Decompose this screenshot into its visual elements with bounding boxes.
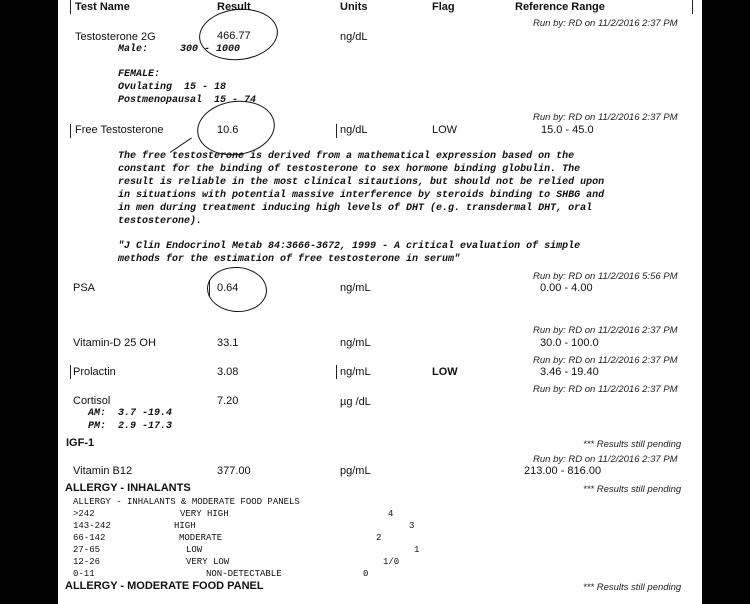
allergy-level: VERY HIGH (180, 509, 229, 519)
test-result: 0.64 (217, 282, 239, 294)
test-result: 33.1 (217, 337, 239, 349)
male-range-label: Male: (118, 44, 149, 55)
note-line: The free testosterone is derived from a mathematical expression based on the (118, 151, 575, 162)
pending-note: *** Results still pending (583, 439, 682, 450)
allergy-level: HIGH (174, 521, 196, 531)
allergy-level: LOW (186, 545, 203, 555)
test-units: µg /dL (340, 396, 371, 408)
allergy-range: 27-65 (73, 545, 101, 555)
allergy-class: 4 (388, 509, 394, 519)
allergy-class: 1 (414, 545, 420, 555)
table-border (336, 124, 337, 138)
allergy-range: 66-142 (73, 533, 106, 543)
lab-report-page (58, 0, 702, 604)
citation-line: "J Clin Endocrinol Metab 84:3666-3672, 1999 - A critical evaluation of simple (118, 241, 581, 252)
ovulating-range: Ovulating 15 - 18 (118, 82, 227, 93)
note-line: result is reliable in the most clinical sitautions, but should not be relied upon (118, 177, 605, 188)
test-name: Free Testosterone (75, 124, 164, 136)
run-by-stamp: Run by: RD on 11/2/2016 2:37 PM (533, 355, 678, 366)
pending-note: *** Results still pending (583, 484, 682, 495)
handwritten-circle (206, 265, 269, 314)
test-reference-range: 3.46 - 19.40 (540, 366, 599, 378)
test-reference-range: 30.0 - 100.0 (540, 337, 599, 349)
run-by-stamp: Run by: RD on 11/2/2016 2:37 PM (533, 384, 678, 395)
test-reference-range: 15.0 - 45.0 (541, 124, 594, 136)
section-title: ALLERGY - MODERATE FOOD PANEL (65, 580, 264, 592)
pm-range: PM: 2.9 -17.3 (88, 421, 173, 432)
allergy-range: 143-242 (73, 521, 111, 531)
allergy-level: NON-DETECTABLE (206, 569, 282, 579)
test-result: 466.77 (217, 30, 251, 42)
panel-subtitle: ALLERGY - INHALANTS & MODERATE FOOD PANELS (73, 497, 300, 507)
section-title: ALLERGY - INHALANTS (65, 482, 191, 494)
citation-line: methods for the estimation of free testosterone in serum" (118, 254, 461, 265)
female-range-label: FEMALE: (118, 69, 161, 80)
test-name: Testosterone 2G (75, 31, 156, 43)
test-flag: LOW (432, 366, 458, 378)
postmenopausal-range: Postmenopausal 15 - 74 (118, 95, 257, 106)
test-name: PSA (73, 282, 96, 294)
test-units: ng/mL (340, 282, 371, 294)
test-flag: LOW (432, 124, 458, 136)
test-units: ng/mL (340, 366, 371, 378)
test-name: Cortisol (73, 395, 111, 407)
column-header-units: Units (340, 1, 368, 13)
run-by-stamp: Run by: RD on 11/2/2016 2:37 PM (533, 18, 678, 29)
test-units: pg/mL (340, 465, 371, 477)
table-border (70, 365, 71, 379)
allergy-level: MODERATE (179, 533, 223, 543)
run-by-stamp: Run by: RD on 11/2/2016 2:37 PM (533, 112, 678, 123)
table-border (336, 365, 337, 379)
note-line: testosterone). (118, 216, 203, 227)
male-range-value: 300 - 1000 (180, 44, 241, 55)
test-name: Prolactin (73, 366, 116, 378)
test-name: IGF-1 (66, 437, 95, 449)
test-reference-range: 213.00 - 816.00 (524, 465, 602, 477)
column-header-flag: Flag (432, 1, 455, 13)
column-header-reference-range: Reference Range (515, 1, 605, 13)
pending-note: *** Results still pending (583, 582, 682, 593)
am-range: AM: 3.7 -19.4 (88, 408, 173, 419)
run-by-stamp: Run by: RD on 11/2/2016 2:37 PM (533, 454, 678, 465)
run-by-stamp: Run by: RD on 11/2/2016 5:56 PM (533, 271, 678, 282)
test-result: 10.6 (217, 124, 239, 136)
run-by-stamp: Run by: RD on 11/2/2016 2:37 PM (533, 325, 678, 336)
table-border (692, 0, 693, 14)
note-line: in men during treatment inducing high levels of DHT (e.g. transdermal DHT, oral (118, 203, 593, 214)
test-result: 7.20 (217, 395, 239, 407)
allergy-range: 12-26 (73, 557, 101, 567)
test-units: ng/dL (340, 31, 368, 43)
test-name: Vitamin-D 25 OH (73, 337, 156, 349)
test-units: ng/dL (340, 124, 368, 136)
table-border (70, 124, 71, 138)
test-reference-range: 0.00 - 4.00 (540, 282, 593, 294)
allergy-class: 2 (376, 533, 382, 543)
allergy-level: VERY LOW (186, 557, 230, 567)
note-line: constant for the binding of testosterone to sex hormone binding globulin. The (118, 164, 581, 175)
column-header-test-name: Test Name (75, 1, 130, 13)
test-result: 3.08 (217, 366, 239, 378)
column-header-result: Result (217, 1, 251, 13)
note-line: in situations with potential massive interference by steroids binding to SHBG and (118, 190, 605, 201)
table-border (70, 0, 71, 14)
test-result: 377.00 (217, 465, 251, 477)
allergy-class: 0 (363, 569, 369, 579)
test-units: ng/mL (340, 337, 371, 349)
allergy-range: 0-11 (73, 569, 95, 579)
test-name: Vitamin B12 (73, 465, 133, 477)
allergy-class: 3 (409, 521, 415, 531)
allergy-class: 1/0 (383, 557, 400, 567)
allergy-range: >242 (73, 509, 95, 519)
